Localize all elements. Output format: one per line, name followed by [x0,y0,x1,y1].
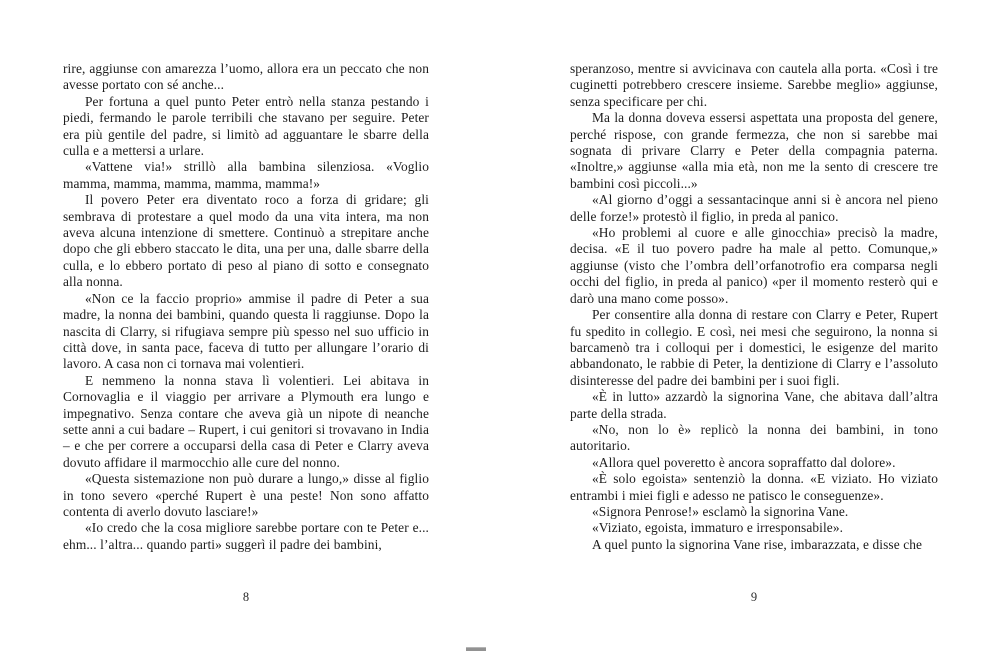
paragraph: speranzoso, mentre si avvicinava con cautela alla porta. «Così i tre cuginetti potrebbero crescere insieme. Sarebbe meglio» aggiunse, senza specificare per chi. [570,61,938,109]
progress-indicator-bar [466,647,486,651]
paragraph: «Viziato, egoista, immaturo e irresponsabile». [592,520,844,536]
paragraph: Ma la donna doveva essersi aspettata una proposta del genere, perché rispose, con grande fermezza, che non si sarebbe mai sognata di privare Clarry e Peter della compagnia paterna. «Inoltre,» aggiunse «alla mia età, non me la sento di crescere tre bambini così piccoli...» [570,110,938,191]
paragraph: «È solo egoista» sentenziò la donna. «E viziato. Ho viziato entrambi i miei figli e adesso ne patisco le conseguenze». [570,471,938,503]
paragraph: «No, non lo è» replicò la nonna dei bambini, in tono autoritario. [570,421,938,454]
paragraph: «Vattene via!» strillò alla bambina silenziosa. «Voglio mamma, mamma, mamma, mamma, mamma!» [63,159,429,191]
paragraph: «Non ce la faccio proprio» ammise il padre di Peter a sua madre, la nonna dei bambini, quando questa li raggiunse. Dopo la nascita di Clarry, si rifugiava sempre più spesso nel suo ufficio in città dove, in santa pace, faceva di tutto per allungare l’orario di lavoro. A casa non ci tornava mai volentieri. [63,290,429,372]
paragraph: Il povero Peter era diventato roco a forza di gridare; gli sembrava di protestare a quel modo da una vita intera, ma non aveva alcuna intenzione di smettere. Continuò a strepitare anche dopo che gli ebbero staccato le dita, una per una, dalle sbarre della culla, e lo ebbero portato di peso al piano di sotto e consegnato alla nonna. [63,192,429,290]
page-number-left: 8 [242,590,250,604]
paragraph: rire, aggiunse con amarezza l’uomo, allora era un peccato che non avesse portato con sé anche... [63,61,429,93]
paragraph: A quel punto la signorina Vane rise, imbarazzata, e disse che [592,536,923,552]
paragraph: «Questa sistemazione non può durare a lungo,» disse al figlio in tono severo «perché Rupert è una peste! Non sono affatto contenta di averlo dovuto lasciare!» [63,471,429,519]
paragraph: «Ho problemi al cuore e alle ginocchia» precisò la madre, decisa. «E il tuo povero padre ha male al petto. Comunque,» aggiunse (visto che l’ombra dell’orfanotrofio era comparsa negli occhi del figlio, in preda al panico) «per il momento resterò qui e darò una mano come posso». [570,225,938,306]
page-number-right: 9 [750,590,758,604]
paragraph: Per fortuna a quel punto Peter entrò nella stanza pestando i piedi, fermando le parole terribili che stavano per seguire. Peter era più gentile del padre, si limitò ad agguantare le sbarre della culla e a mettersi a urlare. [63,93,429,159]
page-right-text [570,61,938,553]
paragraph: «Io credo che la cosa migliore sarebbe portare con te Peter e... ehm... l’altra... quando parti» suggerì il padre dei bambini, [63,520,429,552]
paragraph: «Allora quel poveretto è ancora sopraffatto dal dolore». [592,454,896,470]
page-left-text [63,61,429,553]
paragraph: «Signora Penrose!» esclamò la signorina Vane. [592,503,849,519]
paragraph: «Al giorno d’oggi a sessantacinque anni si è ancora nel pieno delle forze!» protestò il figlio, in preda al panico. [570,192,938,224]
paragraph: «È in lutto» azzardò la signorina Vane, che abitava dall’altra parte della strada. [570,389,938,421]
paragraph: Per consentire alla donna di restare con Clarry e Peter, Rupert fu spedito in collegio. E così, nei mesi che seguirono, la nonna si barcamenò tra i colloqui per i domestici, le esigenze del marito abbandonato, le rabbie di Peter, la dentizione di Clarry e l’assoluto disinteresse del padre dei bambini per i suoi figli. [570,307,938,388]
paragraph: E nemmeno la nonna stava lì volentieri. Lei abitava in Cornovaglia e il viaggio per arrivare a Plymouth era lungo e impegnativo. Senza contare che aveva già un nipote di neanche sette anni a cui badare – Rupert, i cui genitori si trovavano in India – e che per correre a occuparsi della casa di Peter e Clarry aveva dovuto affidare il marmocchio alle cure del nonno. [63,372,429,470]
